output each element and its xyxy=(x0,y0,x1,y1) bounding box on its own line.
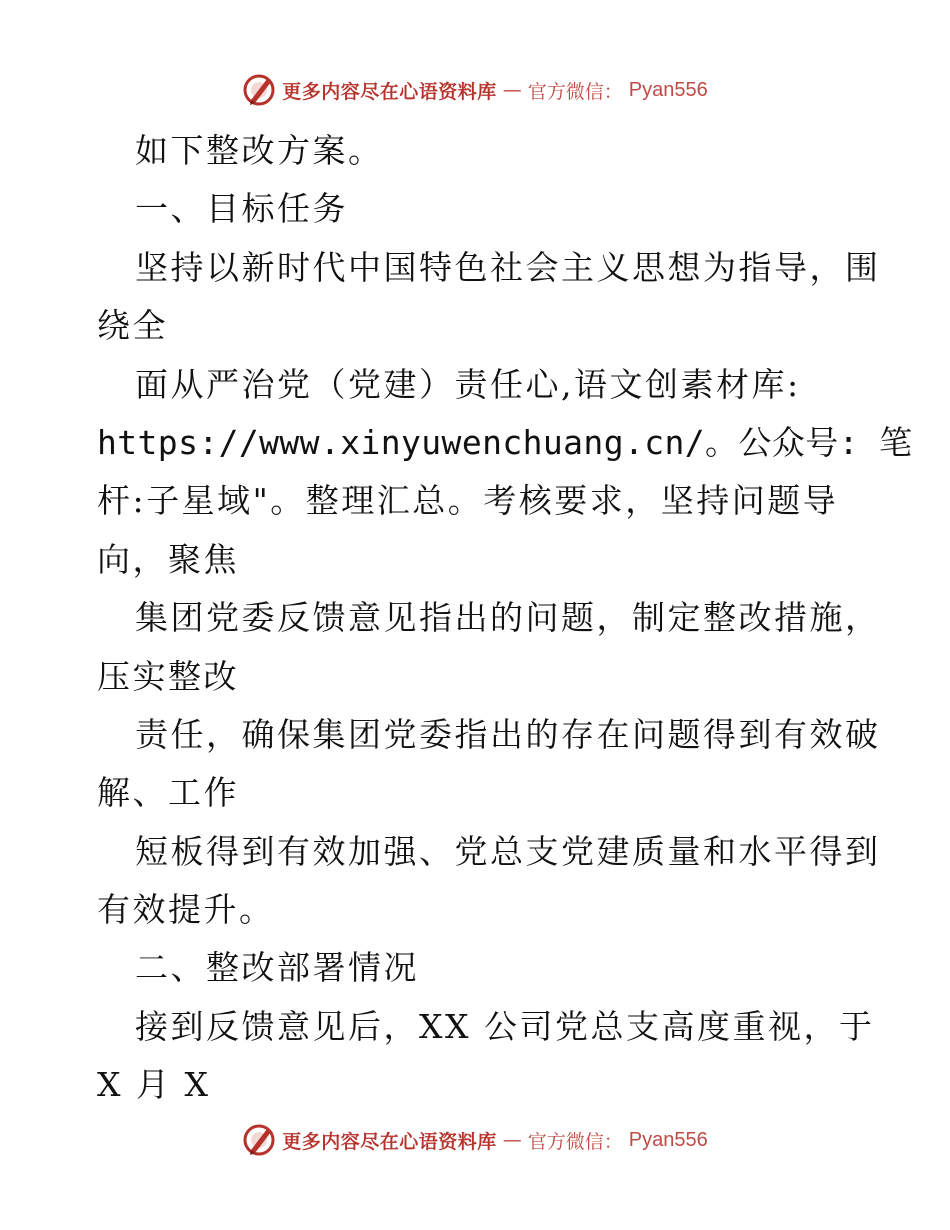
pen-logo-icon xyxy=(242,1123,276,1157)
body-line: 如下整改方案。 xyxy=(135,131,384,170)
body-line: 解、工作 xyxy=(97,773,239,813)
body-line: 压实整改 xyxy=(97,656,239,696)
footer-banner xyxy=(0,1120,950,1160)
pen-logo-icon xyxy=(242,73,276,107)
banner-text: 更多内容尽在心语资料库 xyxy=(282,1130,497,1153)
banner-official-label: 官方微信： xyxy=(527,1130,623,1153)
body-line: 集团党委反馈意见指出的问题，制定整改措施， xyxy=(135,598,881,638)
banner-wechat-id: Pyan556 xyxy=(628,78,708,101)
body-line: 短板得到有效加强、党总支党建质量和水平得到 xyxy=(135,831,881,871)
body-line: 坚持以新时代中国特色社会主义思想为指导，围 xyxy=(135,247,881,287)
body-line: 有效提升。 xyxy=(97,890,275,930)
body-line: 杆:子星域"。整理汇总。考核要求，坚持问题导 xyxy=(97,481,839,521)
body-line: 接到反馈意见后，XX 公司党总支高度重视，于 xyxy=(135,1006,875,1046)
header-banner xyxy=(0,70,950,110)
body-line: 绕全 xyxy=(97,306,168,346)
section-heading: 一、目标任务 xyxy=(135,189,348,229)
document-body xyxy=(97,122,913,1115)
body-line-url: https://www.xinyuwenchuang.cn/。公众号: 笔 xyxy=(97,422,913,462)
banner-text: 更多内容尽在心语资料库 xyxy=(282,80,497,103)
body-line: 面从严治党（党建）责任心,语文创素材库: xyxy=(135,364,801,404)
banner-wechat-id: Pyan556 xyxy=(628,1128,708,1151)
section-heading: 二、整改部署情况 xyxy=(135,948,419,988)
body-line: X 月 X xyxy=(97,1065,211,1105)
body-line: 向，聚焦 xyxy=(97,539,239,579)
banner-dash: — xyxy=(502,1129,522,1151)
banner-official-label: 官方微信： xyxy=(527,80,623,103)
banner-dash: — xyxy=(502,79,522,101)
body-line: 责任，确保集团党委指出的存在问题得到有效破 xyxy=(135,714,881,754)
